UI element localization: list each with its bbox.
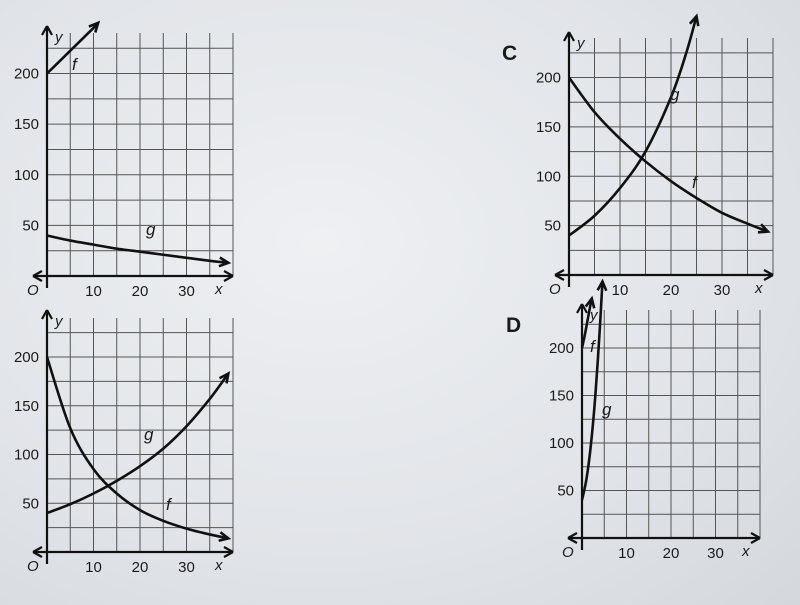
y-tick-label: 50 [544,217,561,235]
series-label-f: f [692,173,697,192]
grid-lines [569,38,773,275]
x-tick-label: 10 [85,283,102,300]
y-tick-label: 200 [548,340,574,357]
x-tick-label: 10 [85,559,102,576]
x-tick-label: 20 [662,545,680,562]
origin-label: O [549,281,561,298]
series-label-g: g [602,400,612,419]
x-tick-label: 20 [662,282,680,299]
origin-label: O [27,282,39,299]
x-axis-label: x [215,281,223,298]
y-tick-label: 150 [13,397,39,415]
graph-bottom-left-svg [0,300,245,575]
x-tick-label: 20 [131,283,149,300]
series-label-f: f [72,55,77,74]
y-axis-label: y [590,307,598,324]
series-label-f: f [166,495,171,514]
x-tick-label: 30 [178,283,195,300]
x-axis-label: x [215,557,223,574]
x-tick-label: 10 [618,545,635,562]
graph-top-left-svg [0,20,245,300]
x-tick-label: 30 [713,282,731,299]
origin-label: O [27,558,39,575]
y-tick-label: 150 [535,118,561,136]
graph-d-svg [520,300,800,580]
y-axis-label: y [577,35,585,52]
series-g-curve [47,236,228,263]
panel-letter-d: D [506,314,522,337]
y-tick-label: 100 [535,168,561,186]
graph-d [506,300,800,580]
graph-top-left [0,20,245,300]
y-tick-label: 200 [535,69,561,87]
x-tick-label: 30 [707,545,724,562]
graph-bottom-left [0,300,245,575]
y-axis-label: y [55,29,63,46]
series-label-g: g [670,85,680,104]
y-tick-label: 50 [557,482,574,500]
x-tick-label: 30 [178,559,195,576]
series-g-curve [569,16,697,235]
origin-label: O [562,544,574,561]
y-tick-label: 100 [13,166,39,184]
y-tick-label: 200 [13,65,39,83]
x-axis-label: x [755,280,763,297]
x-axis-label: x [742,543,750,560]
x-tick-label: 10 [611,282,629,299]
series-label-f: f [590,337,595,356]
y-tick-label: 50 [22,217,39,235]
y-tick-label: 150 [548,387,574,405]
y-tick-label: 100 [548,435,574,452]
y-axis-label: y [55,313,63,330]
y-tick-label: 50 [22,495,39,513]
x-tick-label: 20 [131,559,149,576]
y-tick-label: 100 [13,446,39,464]
graph-c [502,20,800,299]
series-label-g: g [146,220,156,239]
y-tick-label: 200 [13,349,39,366]
panel-letter-c: C [502,42,518,65]
grid-lines [582,310,760,538]
series-f-curve [47,357,228,538]
series-label-g: g [144,425,154,444]
graph-c-svg [520,20,800,299]
series-g-curve [47,374,228,513]
y-tick-label: 150 [13,116,39,134]
grid-lines [47,318,233,552]
